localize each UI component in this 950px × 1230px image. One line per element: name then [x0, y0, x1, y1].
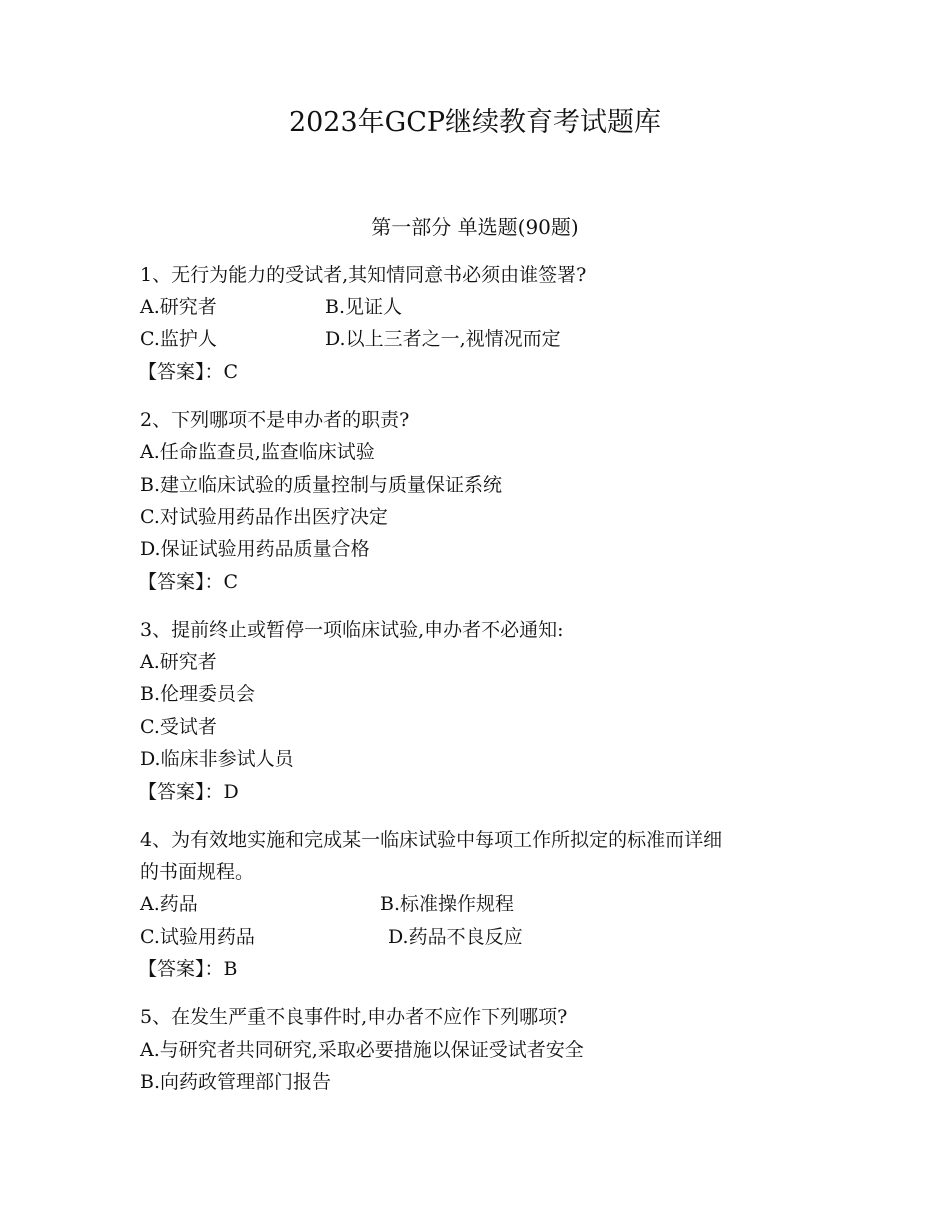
question-4-option-d: D.药品不良反应	[388, 926, 523, 948]
question-4-option-a: A.药品	[140, 893, 198, 915]
question-2-option-c: C.对试验用药品作出医疗决定	[140, 506, 388, 528]
question-2-option-d: D.保证试验用药品质量合格	[140, 538, 370, 560]
question-3-option-c: C.受试者	[140, 716, 217, 738]
question-3-option-a: A.研究者	[140, 651, 217, 673]
question-3-option-b: B.伦理委员会	[140, 683, 256, 705]
question-1-option-c: C.监护人	[140, 328, 217, 350]
question-3-option-d: D.临床非参试人员	[140, 748, 294, 770]
question-2-option-a: A.任命监查员,监查临床试验	[140, 441, 375, 463]
question-1-answer: 【答案】：C	[138, 361, 239, 383]
page-title: 2023年GCP继续教育考试题库	[288, 107, 662, 138]
question-4-option-c: C.试验用药品	[140, 926, 255, 948]
question-4-answer: 【答案】：B	[138, 958, 238, 980]
question-4-stem-line-2: 的书面规程。	[140, 861, 255, 883]
question-5-option-b: B.向药政管理部门报告	[140, 1071, 332, 1093]
question-3-answer: 【答案】：D	[138, 781, 239, 803]
question-2-option-b: B.建立临床试验的质量控制与质量保证系统	[140, 474, 503, 496]
question-5-stem: 5、在发生严重不良事件时,申办者不应作下列哪项?	[140, 1006, 568, 1028]
question-1-stem: 1、无行为能力的受试者,其知情同意书必须由谁签署?	[140, 264, 587, 286]
question-1-option-b: B.见证人	[325, 296, 403, 318]
question-2-answer: 【答案】：C	[138, 571, 239, 593]
question-2-stem: 2、下列哪项不是申办者的职责?	[140, 409, 410, 431]
question-5-option-a: A.与研究者共同研究,采取必要措施以保证受试者安全	[140, 1039, 584, 1061]
question-1-option-d: D.以上三者之一,视情况而定	[325, 328, 561, 350]
question-1-option-a: A.研究者	[140, 296, 217, 318]
question-3-stem: 3、提前终止或暂停一项临床试验,申办者不必通知:	[140, 619, 564, 641]
section-title: 第一部分 单选题(90题)	[371, 215, 579, 239]
question-4-option-b: B.标准操作规程	[380, 893, 515, 915]
question-4-stem-line-1: 4、为有效地实施和完成某一临床试验中每项工作所拟定的标准而详细	[140, 829, 723, 851]
